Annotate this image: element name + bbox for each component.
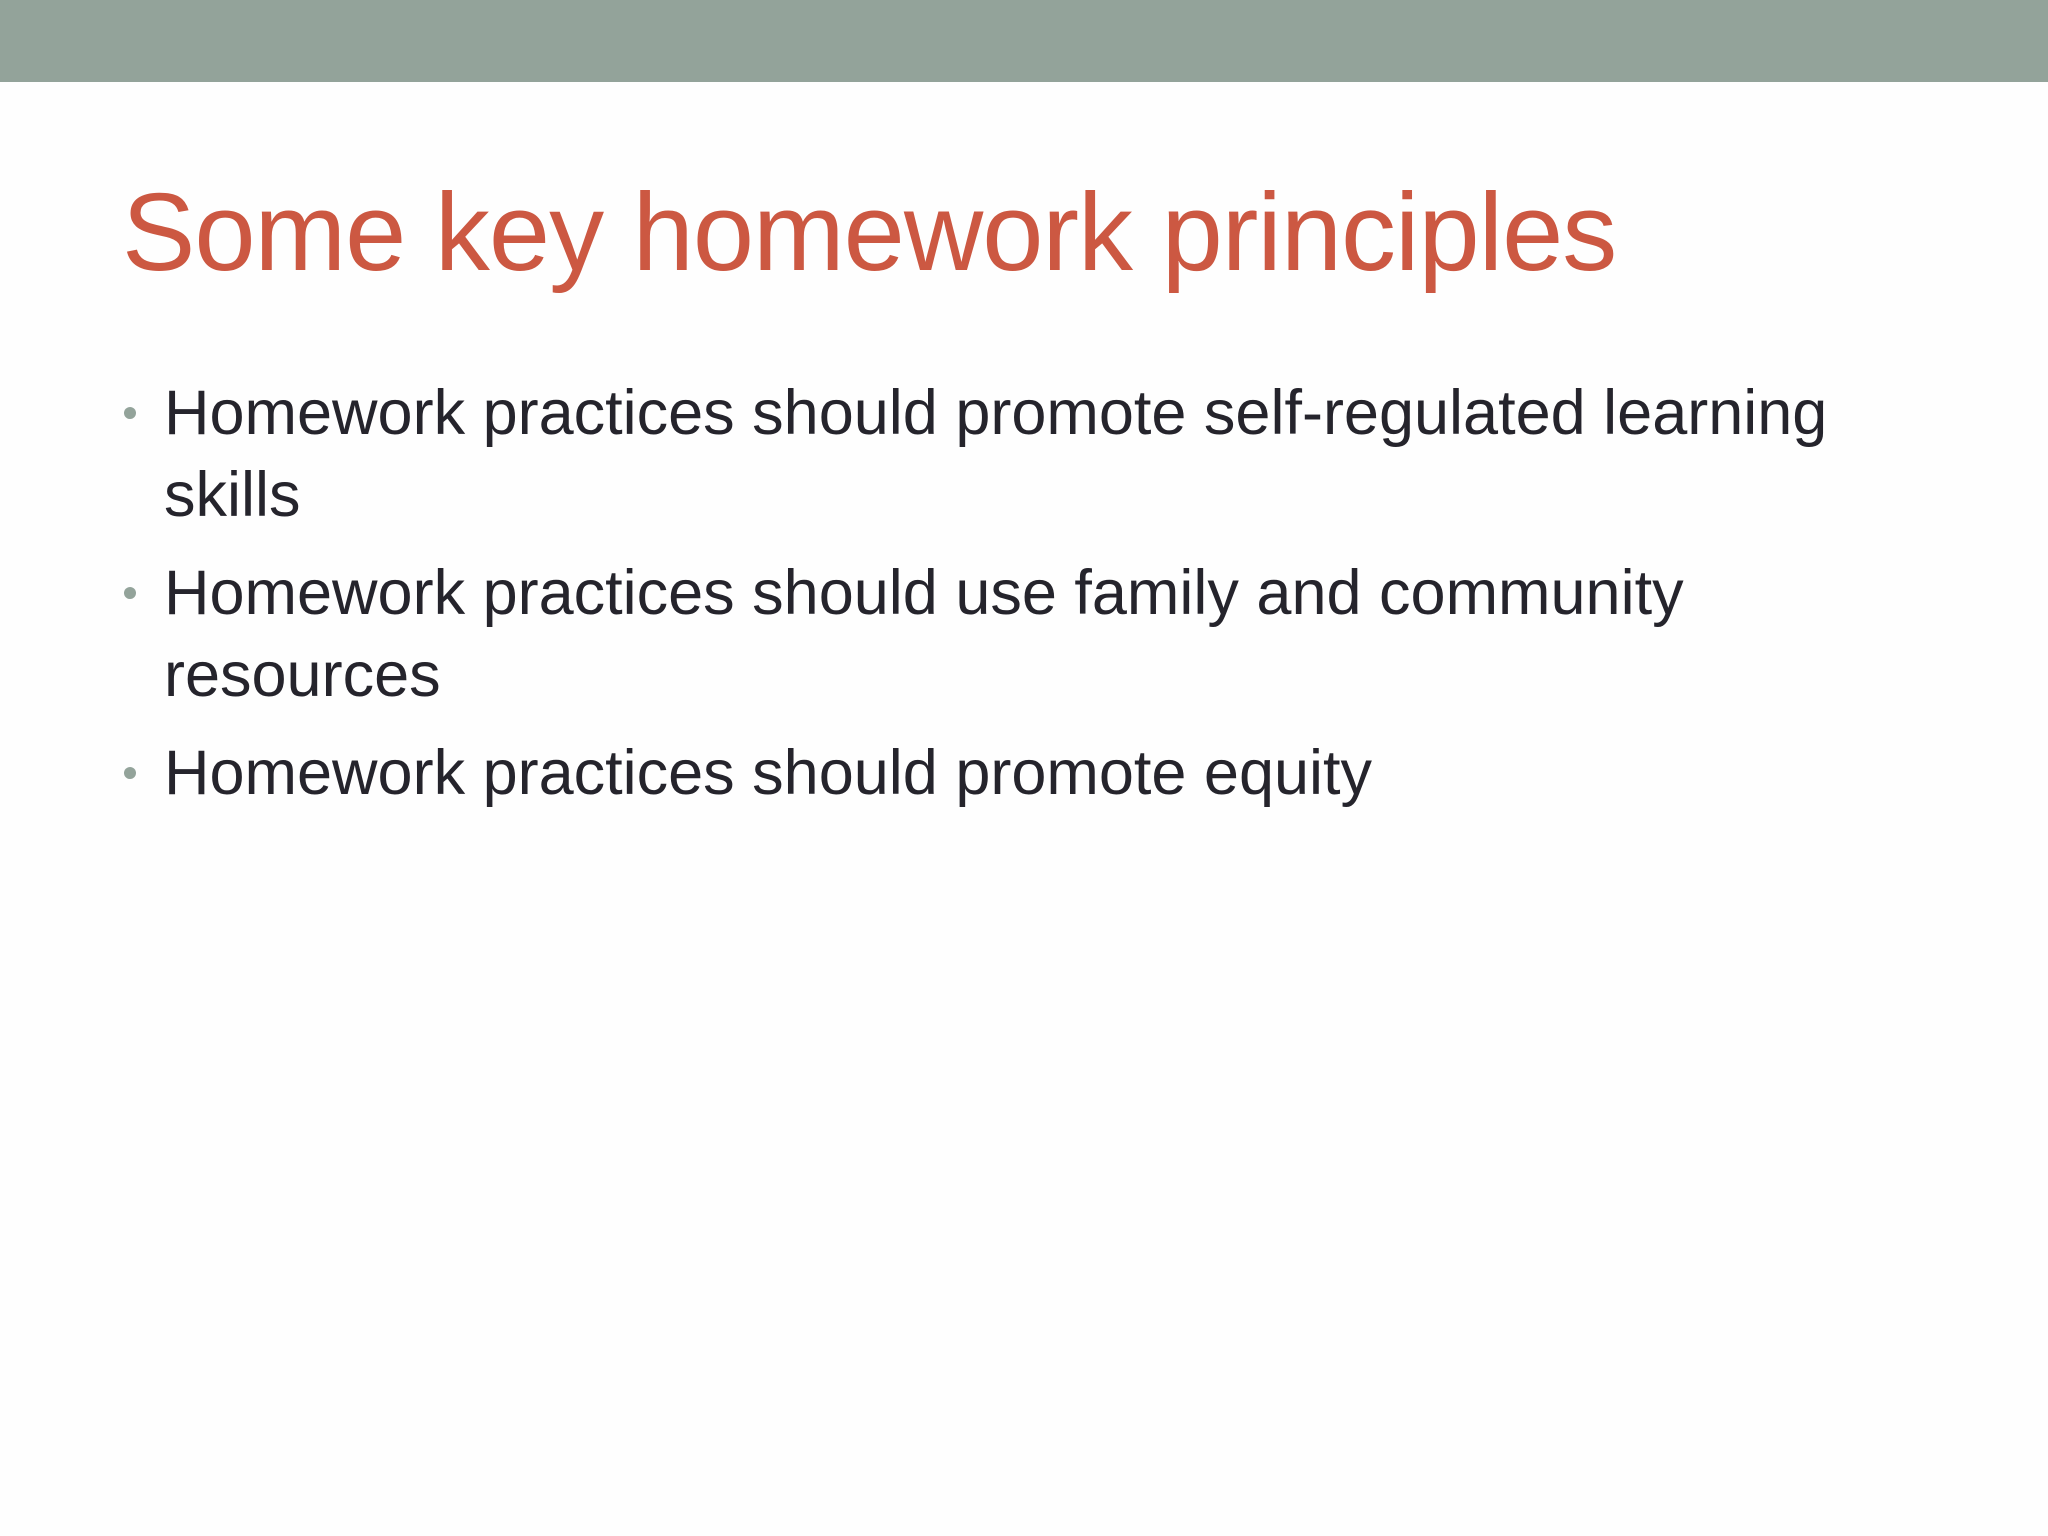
bullet-dot-icon [124,407,136,419]
bullet-dot-icon [124,587,136,599]
bullet-item [122,372,1922,536]
header-band [0,0,2048,82]
slide-title: Some key homework principles [122,171,1617,294]
bullet-list [122,372,1922,830]
bullet-text: Homework practices should promote self-regulated learning skills [164,378,1828,530]
bullet-item [122,552,1922,716]
bullet-item [122,732,1922,814]
bullet-text: Homework practices should use family and community resources [164,558,1684,710]
bullet-dot-icon [124,767,136,779]
bullet-text: Homework practices should promote equity [164,738,1373,808]
